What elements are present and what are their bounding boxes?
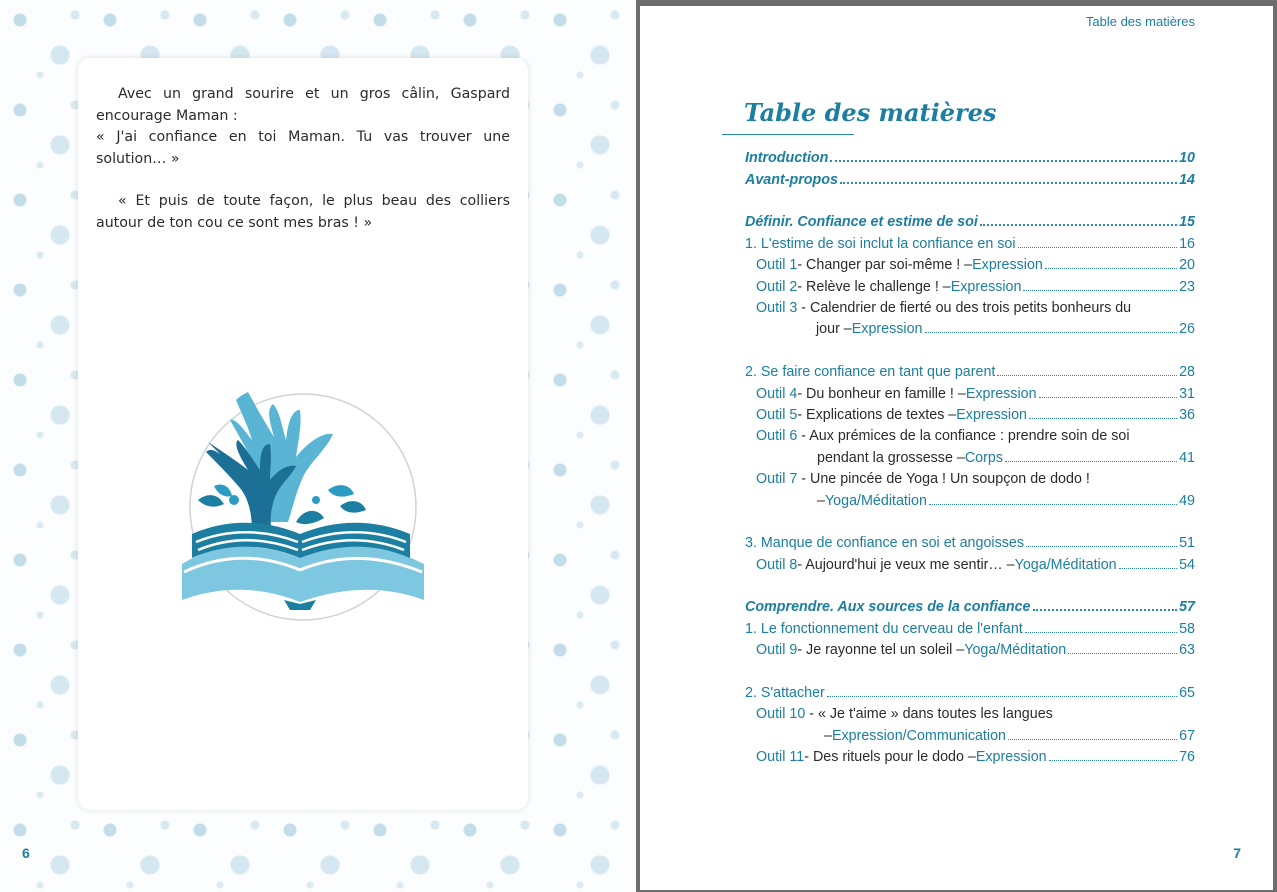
toc-entry-part-comprendre[interactable]: Comprendre. Aux sources de la confiance 57	[745, 599, 1195, 615]
story-paragraph: « Et puis de toute façon, le plus beau des colliers autour de ton cou ce sont mes bras ! »	[96, 193, 510, 231]
page-number-left: 6	[22, 845, 30, 861]
toc-entry-chapter[interactable]: 2. Se faire confiance en tant que parent 28	[745, 364, 1195, 380]
toc-entry-outil-9[interactable]: Outil 9 - Je rayonne tel un soleil – Yoga/Méditation 63	[756, 642, 1195, 658]
right-page	[640, 6, 1273, 890]
toc-entry-outil-6[interactable]: Outil 6 - Aux prémices de la confiance : prendre soin de soi	[756, 428, 1130, 444]
page-number-right: 7	[1233, 845, 1241, 861]
toc-entry-outil-11[interactable]: Outil 11 - Des rituels pour le dodo – Expression 76	[756, 749, 1195, 765]
toc-entry-outil-5[interactable]: Outil 5 - Explications de textes – Expression 36	[756, 407, 1195, 423]
toc-title: Table des matières	[744, 98, 997, 127]
toc-entry-introduction[interactable]: Introduction 10	[745, 150, 1195, 166]
story-paragraph: Avec un grand sourire et un gros câlin, Gaspard encourage Maman :	[96, 86, 510, 124]
table-of-contents	[640, 6, 1273, 890]
toc-entry-outil-4[interactable]: Outil 4 - Du bonheur en famille ! – Expression 31	[756, 386, 1195, 402]
toc-entry-outil-2[interactable]: Outil 2 - Relève le challenge ! – Expression 23	[756, 279, 1195, 295]
toc-entry-outil-6-cont[interactable]: pendant la grossesse – Corps 41	[817, 450, 1195, 466]
toc-entry-chapter[interactable]: 2. S'attacher 65	[745, 685, 1195, 701]
toc-entry-chapter[interactable]: 1. L'estime de soi inclut la confiance en soi 16	[745, 236, 1195, 252]
toc-entry-outil-10[interactable]: Outil 10 - « Je t'aime » dans toutes les langues	[756, 706, 1053, 722]
running-head: Table des matières	[1085, 14, 1195, 29]
toc-entry-outil-7[interactable]: Outil 7 - Une pincée de Yoga ! Un soupçon de dodo !	[756, 471, 1090, 487]
toc-entry-chapter[interactable]: 3. Manque de confiance en soi et angoisses 51	[745, 535, 1195, 551]
toc-entry-outil-7-cont[interactable]: – Yoga/Méditation 49	[817, 493, 1195, 509]
toc-entry-chapter[interactable]: 1. Le fonctionnement du cerveau de l'enfant 58	[745, 621, 1195, 637]
toc-entry-part-definir[interactable]: Définir. Confiance et estime de soi 15	[745, 214, 1195, 230]
left-page	[0, 0, 636, 892]
toc-entry-outil-8[interactable]: Outil 8 - Aujourd'hui je veux me sentir… – Yoga/Méditation 54	[756, 557, 1195, 573]
toc-entry-outil-10-cont[interactable]: – Expression/Communication 67	[824, 728, 1195, 744]
story-text	[96, 84, 510, 234]
toc-entry-avant-propos[interactable]: Avant-propos 14	[745, 172, 1195, 188]
hands-book-emblem-icon	[178, 382, 433, 632]
toc-entry-outil-1[interactable]: Outil 1 - Changer par soi-même ! – Expression 20	[756, 257, 1195, 273]
toc-entry-outil-3-cont[interactable]: jour – Expression 26	[816, 321, 1195, 337]
toc-entry-outil-3[interactable]: Outil 3 - Calendrier de fierté ou des trois petits bonheurs du	[756, 300, 1132, 316]
story-paragraph: « J'ai confiance en toi Maman. Tu vas trouver une solution… »	[96, 129, 510, 167]
